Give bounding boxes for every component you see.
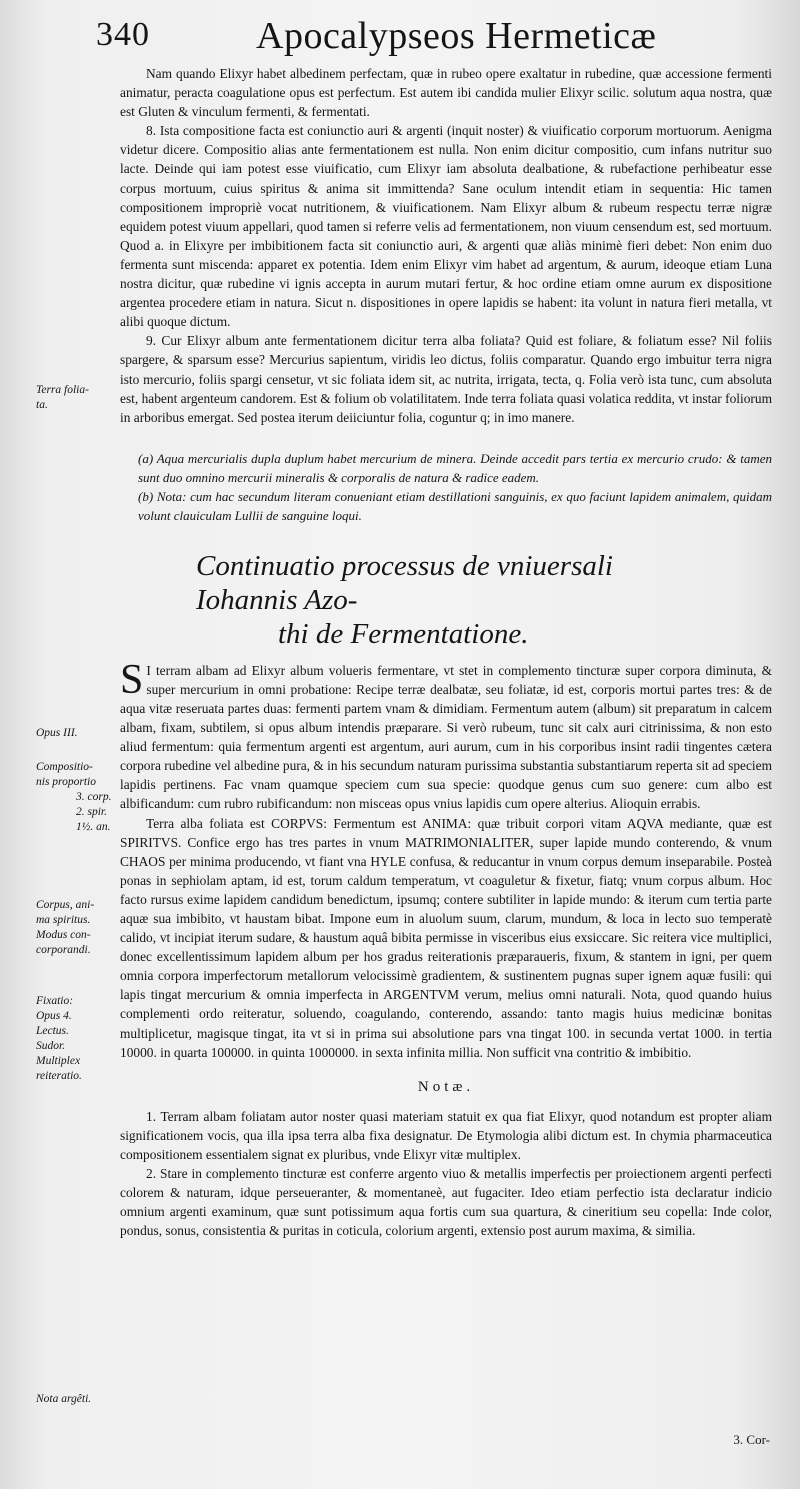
paragraph: Nam quando Elixyr habet albedinem perfectam, quæ in rubeo opere exaltatur in rubedine, quæ accessione fermenti animatur, peracta coagulatione opus est perfectum. Est autem ibi candida mulier Elixyr scilic. solutum aqua nostra, quæ est Gluten & vinculum fermenti, & fermentati. [120,66,772,120]
note: 1. Terram albam foliatam autor noster quasi materiam statuit ex qua fiat Elixyr, quod notandum est propter aliam significationem vocis, qua illa ipsa terra alba fixa designatur. De Etymologia alibi dictum est. In chymia pharmaceutica compositionem essentialem signat ex pluribus, vnde Elixyr vitæ multiplex. [120,1108,772,1163]
running-title: Apocalypseos Hermeticæ [256,15,657,57]
catchword: 3. Cor- [733,1432,770,1447]
page-body [120,64,772,1241]
margin-note-opus-iii: Opus III. [36,727,78,739]
footnotes [120,449,772,525]
paragraph: S I terram albam ad Elixyr album volueris fermentare, vt stet in complemento tincturæ super corpora diminuta, & super mercurium in omni probatione: Recipe terræ dealbatæ, seu foliatæ, id est, corporis mortui partes tres: & de aqua vitæ reseruata partes duas: fermenti partem vnam & dimidiam. Fermentum autem (album) sit preparatum in calcem albam, fixam, subtilem, si opus album intendis præparare. Si verò rubeum, tunc sit calx auri citrinissima, & non esto aliud fermentum: quia fermentum argenti est argentum, auri aurum, cum in his corporibus insint radii tingentes cætera corpora rubedine vel albedine pura, & in his secundum naturam purissima substantia substantiarum reperta sit ad speciem lapidis pertinens. Fac vnam quamque speciem cum sua specie: quodque genus cum suo genere: cum albo est albificandum: cum rubro rubificandum: non misceas opus vnius lapidis cum opere alterius. Alioquin errabis. [120,656,772,812]
drop-capital: S [120,656,144,703]
paragraph: 9. Cur Elixyr album ante fermentationem dicitur terra alba foliata? Quid est foliare, & foliatum esse? Nil foliis spargere, & sparsum esse? Mercurius sapientum, viridis leo dictus, foliis comparatur. Quando ergo imbuitur terra nigra isto mercurio, foliis spargi censetur, vt sic foliata idem sit, ac nutrita, irrigata, tecta, q. Folia verò ista tunc, cum absoluta est, habent argenteum candorem. Est & folium ob volatilitatem. Inde terra foliata quasi volatica reddita, vt instar foliorum in arboribus emergat. Sed postea iterum deiiciuntur folia, coguntur q; in imo manere. [120,333,772,425]
page-header [96,14,776,58]
paragraph: Terra alba foliata est CORPVS: Fermentum est ANIMA: quæ tribuit corpori vitam AQVA mediante, quæ est SPIRITVS. Confice ergo has tres partes in vnum MATRIMONIALITER, super lapide mundo conterendo, & vnum CHAOS per minima producendo, vt fiant vna HYLE confusa, & reducantur in vnum corpus demum inseparabile. Posteà ponas in sephiolam aptam, id est, torum caldum temperatum, vt coaguletur & fixetur, fiatq; vnum corpus album. Hoc facto rursus exime lapidem candidum benedictum, ipsumq; contere subtiliter in lapide mundo: & iterum cum tertia parte aquæ sua imbibito, vt haustam bibat. Impone eum in aluolum suum, clarum, mundum, & loca in lecto suo temperatè calido, vt incipiat iterum sudare, & haustum aquâ bibita permisse in visceribus eius exsiccare. Sic reitera vice multiplici, donec excellentissimum lapidem album per hos gradus reiterationis præparaueris, fixum, & stantem in igni, per quem omnia corpora imperfectorum metallorum velocissimè gradientem, & sustinentem pugnas super ignem aquæ fusili: qui lapis tingat mercurium & omnia imperfecta in ARGENTVM verum, melius omni naturali. Nota, quod quando huius complementi ordo reiteratur, soluendo, coagulando, conterendo, assando: tanto magis huius medicinæ bonitas multiplicetur, magisque tingat, ita vt si in prima sui absolutione pars vna tingat 100. in secunda vertat 1000. in tertia 10000. in quarta 100000. in quinta 1000000. in sexta infinita millia. Non sufficit vna contritio & imbibitio. [120,815,772,1060]
margin-note-terra-foliata: Terra folia- ta. [36,384,89,411]
footnote: (b) Nota: cum hac secundum literam conueniant etiam destillationi sanguinis, ex quo faciunt lapidem animalem, quidam volunt clauiculam Lullii de sanguine loqui. [138,488,772,523]
margin-note-fixatio: Fixatio: Opus 4. Lectus. Sudor. Multiplex reiteratio. [36,995,82,1082]
margin-note-compositio: Compositio- nis proportio 3. corp. 2. spir. 1½. an. [36,761,112,833]
margin-note-corpus: Corpus, ani- ma spiritus. Modus con- corporandi. [36,899,95,956]
page-number: 340 [96,16,150,53]
footnote: (a) Aqua mercurialis dupla duplum habet mercurium de minera. Deinde accedit pars tertia ex mercurio crudo: & tamen sunt duo omnino mercurii mineralis & corporalis de natura & radice eadem. [138,450,772,485]
note: 2. Stare in complemento tincturæ est conferre argento viuo & metallis imperfectis per proiectionem argenti perfecti colorem & naturam, idque perseueranter, & momentaneè, aut fugaciter. Ideo etiam perfectio ista declaratur indicio omnium argenti examinum, quæ sunt potissimum aqua fortis cum sua quartura, & cineritium seu copella: Inde color, pondus, sonus, consistentia & puritas in coticula, colorium argenti, extensio post aurum maxima, & similia. [120,1166,772,1239]
notae-heading: Notæ. [417,1078,475,1095]
margin-note-nota-argenti: Nota argêti. [36,1393,92,1405]
section-heading: Continuatio processus de vniuersali Iohannis Azo- thi de Fermentatione. [196,549,613,650]
paragraph: 8. Ista compositione facta est coniunctio auri & argenti (inquit noster) & viuificatio corporum mortuorum. Aenigma videtur dicere. Compositio alias ante fermentationem est nulla. Non enim dicitur compositio, cum infans nutritur suo lacte. Deinde qui iam potest esse viuificatio, cum Elixyr iam absoluta dealbatione, & rubefactione perhibeatur esse corpus mortuum, cuius spiritus & anima sit immittenda? Sane oculum intendit etiam in sequentia: Hic tamen compositionem impropriè vocat nutritionem, & viuificationem. Nam Elixyr album & rubeum respectu terræ nigræ equidem potest viuum appellari, quod tamen si referre velis ad fermentationem, non viuum censendum est, sed mortuum. Quod a. in Elixyre per imbibitionem facta sit coniunctio auri, & argenti quæ aliàs minimè fieri debet: Non enim duo fermenta sunt miscenda: apparet ex potentia. Idem enim Elixyr vim habet ad argentum, & aurum, ideoque etiam Luna nostra dicitur, quæ rubedine vi ignis accepta in aurum mutari fertur, & hoc ordine etiam omne aurum ex dispositione argentea procedere etiam in natura. Sicut n. dispositiones in opere lapidis se habent: ita volunt in natura fieri metalla, vt alibi quoque dictum. [120,123,772,330]
